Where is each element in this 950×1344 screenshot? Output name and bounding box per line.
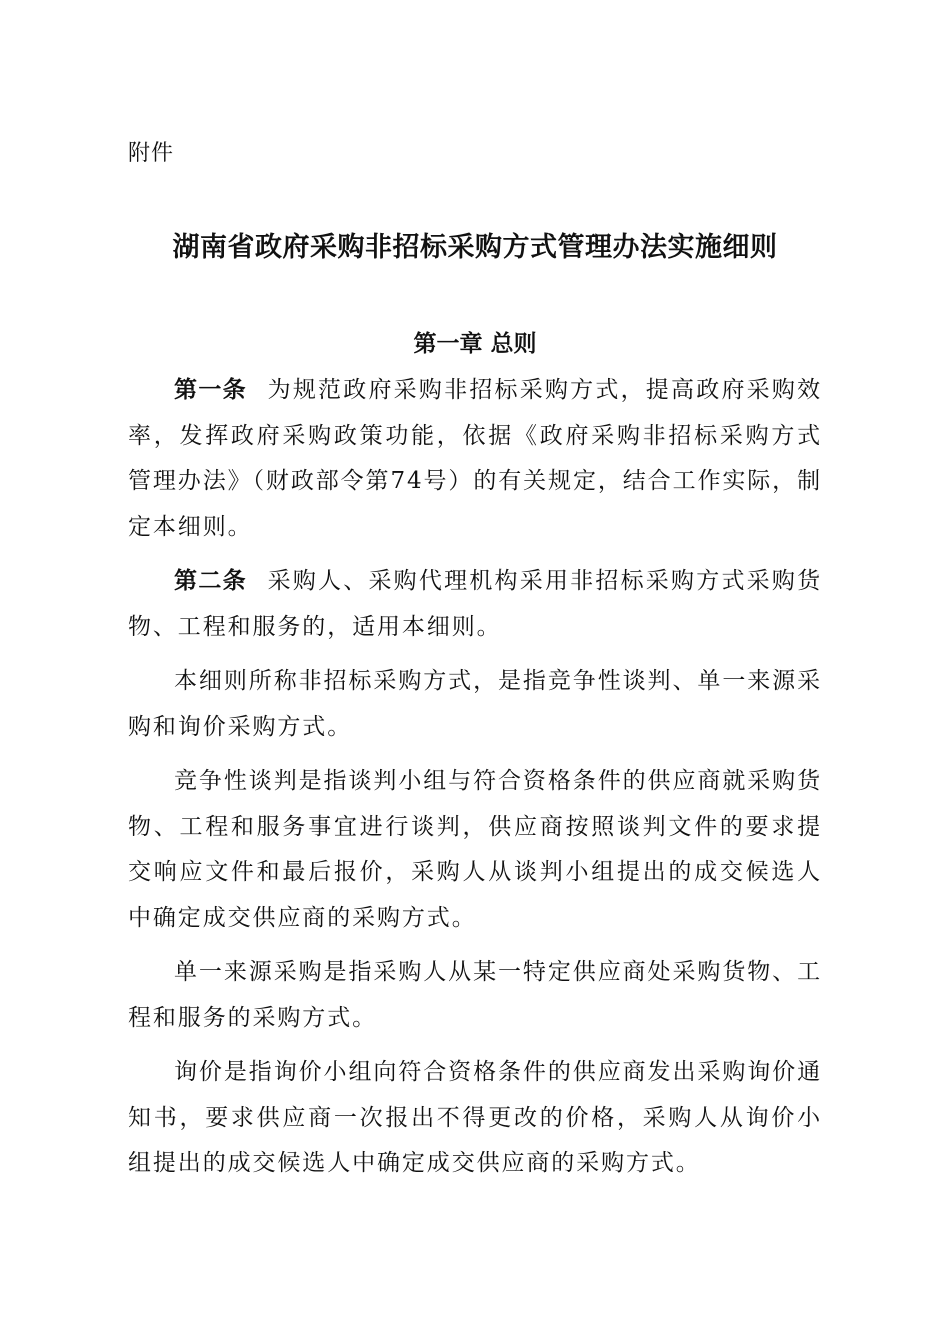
competitive-negotiation-paragraph [128, 759, 822, 941]
paragraph-text: 询价是指询价小组向符合资格条件的供应商发出采购询价通知书，要求供应商一次报出不得更改的价格，采购人从询价小组提出的成交候选人中确定成交供应商的采购方式。 [128, 1059, 822, 1176]
paragraph-text: 竞争性谈判是指谈判小组与符合资格条件的供应商就采购货物、工程和服务事宜进行谈判，供应商按照谈判文件的要求提交响应文件和最后报价，采购人从谈判小组提出的成交候选人中确定成交供应商的采购方式。 [128, 768, 822, 931]
definition-paragraph [128, 659, 822, 750]
chapter-title: 第一章 总则 [413, 330, 537, 357]
document-title: 湖南省政府采购非招标采购方式管理办法实施细则 [172, 232, 778, 263]
attachment-label: 附件 [128, 141, 175, 166]
article-2-paragraph [128, 559, 822, 650]
article-1-paragraph [128, 368, 822, 550]
document-body [128, 368, 822, 1196]
paragraph-text: 为规范政府采购非招标采购方式，提高政府采购效率，发挥政府采购政策功能，依据《政府采购非招标采购方式管理办法》（财政部令第74号）的有关规定，结合工作实际，制定本细则。 [128, 377, 822, 540]
article-number: 第二条 [174, 568, 247, 594]
article-number: 第一条 [174, 377, 247, 403]
paragraph-text: 采购人、采购代理机构采用非招标采购方式采购货物、工程和服务的，适用本细则。 [128, 568, 822, 640]
single-source-paragraph [128, 950, 822, 1041]
paragraph-text: 单一来源采购是指采购人从某一特定供应商处采购货物、工程和服务的采购方式。 [128, 959, 822, 1031]
paragraph-text: 本细则所称非招标采购方式，是指竞争性谈判、单一来源采购和询价采购方式。 [128, 668, 822, 740]
inquiry-paragraph [128, 1050, 822, 1187]
